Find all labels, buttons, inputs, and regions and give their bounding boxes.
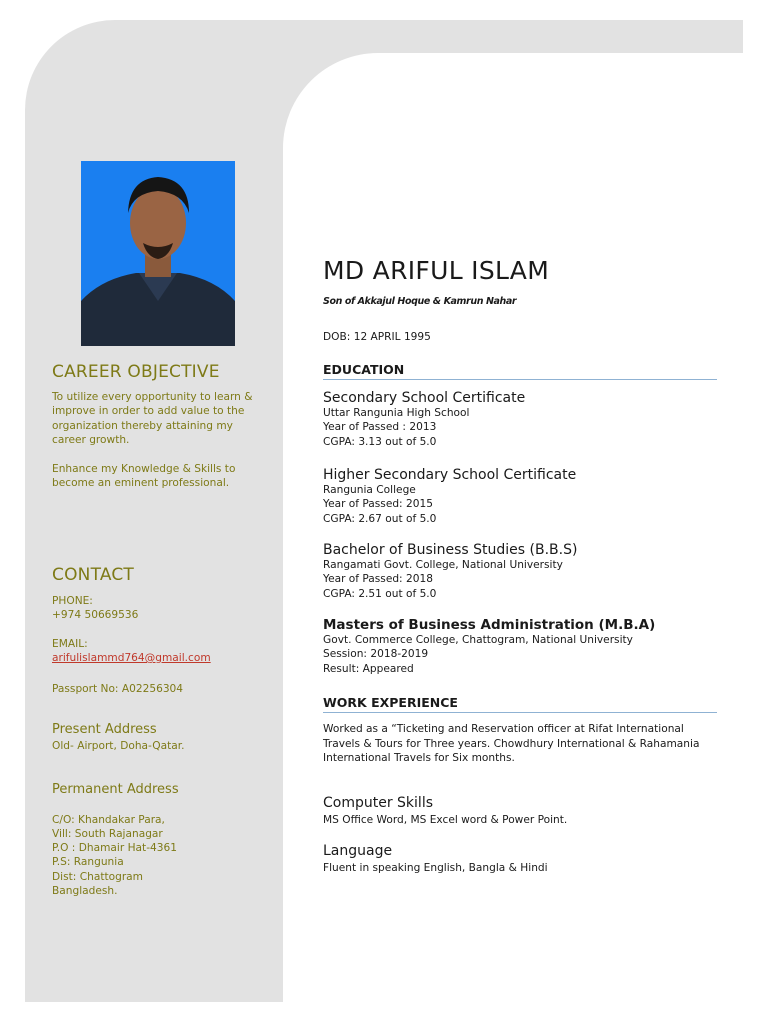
entry-line: Uttar Rangunia High School bbox=[323, 407, 470, 419]
language-value: Fluent in speaking English, Bangla & Hindi bbox=[323, 862, 548, 874]
permanent-address-line: P.S: Rangunia bbox=[52, 856, 124, 868]
computer-skills-value: MS Office Word, MS Excel word & Power Point. bbox=[323, 814, 568, 826]
date-of-birth: DOB: 12 APRIL 1995 bbox=[323, 331, 431, 343]
entry-line: CGPA: 3.13 out of 5.0 bbox=[323, 435, 437, 448]
permanent-address-line: Dist: Chattogram bbox=[52, 871, 143, 883]
permanent-address-line: Bangladesh. bbox=[52, 885, 118, 897]
career-objective-paragraph-1: To utilize every opportunity to learn & improve in order to add value to the organization thereby attaining my career growth. bbox=[52, 391, 253, 447]
email-link[interactable]: arifulislammd764@gmail.com bbox=[52, 652, 211, 664]
education-entry-ssc bbox=[323, 390, 525, 449]
full-name: MD ARIFUL ISLAM bbox=[323, 256, 550, 285]
email-label: EMAIL: bbox=[52, 638, 88, 650]
entry-line: CGPA: 2.51 out of 5.0 bbox=[323, 587, 437, 600]
entry-line: Year of Passed: 2018 bbox=[323, 573, 433, 586]
entry-title: Masters of Business Administration (M.B.A) bbox=[323, 617, 656, 633]
permanent-address-line: Vill: South Rajanagar bbox=[52, 828, 163, 840]
entry-line: CGPA: 2.67 out of 5.0 bbox=[323, 512, 437, 525]
entry-title: Higher Secondary School Certificate bbox=[323, 467, 577, 483]
present-address-value: Old- Airport, Doha-Qatar. bbox=[52, 740, 185, 752]
main-panel bbox=[283, 53, 743, 1002]
education-heading: EDUCATION bbox=[323, 362, 717, 380]
parents-line: Son of Akkajul Hoque & Kamrun Nahar bbox=[323, 296, 517, 307]
passport-number: Passport No: A02256304 bbox=[52, 683, 184, 695]
permanent-address-heading: Permanent Address bbox=[52, 782, 179, 797]
permanent-address-line: P.O : Dhamair Hat-4361 bbox=[52, 842, 177, 854]
entry-line: Year of Passed: 2015 bbox=[323, 498, 433, 511]
entry-line: Rangamati Govt. College, National University bbox=[323, 559, 563, 571]
education-entry-mba bbox=[323, 617, 655, 676]
career-objective-paragraph-2: Enhance my Knowledge & Skills to become an eminent professional. bbox=[52, 463, 236, 490]
career-objective-heading: CAREER OBJECTIVE bbox=[52, 362, 220, 382]
entry-line: Govt. Commerce College, Chattogram, National University bbox=[323, 634, 633, 646]
language-heading: Language bbox=[323, 843, 393, 859]
contact-heading: CONTACT bbox=[52, 565, 135, 585]
education-entry-bbs bbox=[323, 542, 577, 601]
entry-line: Rangunia College bbox=[323, 484, 416, 496]
entry-line: Session: 2018-2019 bbox=[323, 648, 429, 661]
computer-skills-heading: Computer Skills bbox=[323, 795, 434, 811]
work-experience-paragraph: Worked as a “Ticketing and Reservation officer at Rifat International Travels & Tours for Three years. Chowdhury International & Rahamania International Travels for Six months. bbox=[323, 723, 700, 764]
phone-value: +974 50669536 bbox=[52, 609, 139, 621]
entry-title: Secondary School Certificate bbox=[323, 390, 526, 406]
phone-label: PHONE: bbox=[52, 595, 93, 607]
work-experience-heading: WORK EXPERIENCE bbox=[323, 695, 717, 713]
entry-title: Bachelor of Business Studies (B.B.S) bbox=[323, 542, 578, 558]
entry-line: Year of Passed : 2013 bbox=[323, 421, 437, 434]
entry-line: Result: Appeared bbox=[323, 662, 414, 675]
profile-photo bbox=[81, 161, 235, 346]
education-entry-hsc bbox=[323, 467, 576, 526]
permanent-address-line: C/O: Khandakar Para, bbox=[52, 814, 165, 826]
present-address-heading: Present Address bbox=[52, 722, 157, 737]
